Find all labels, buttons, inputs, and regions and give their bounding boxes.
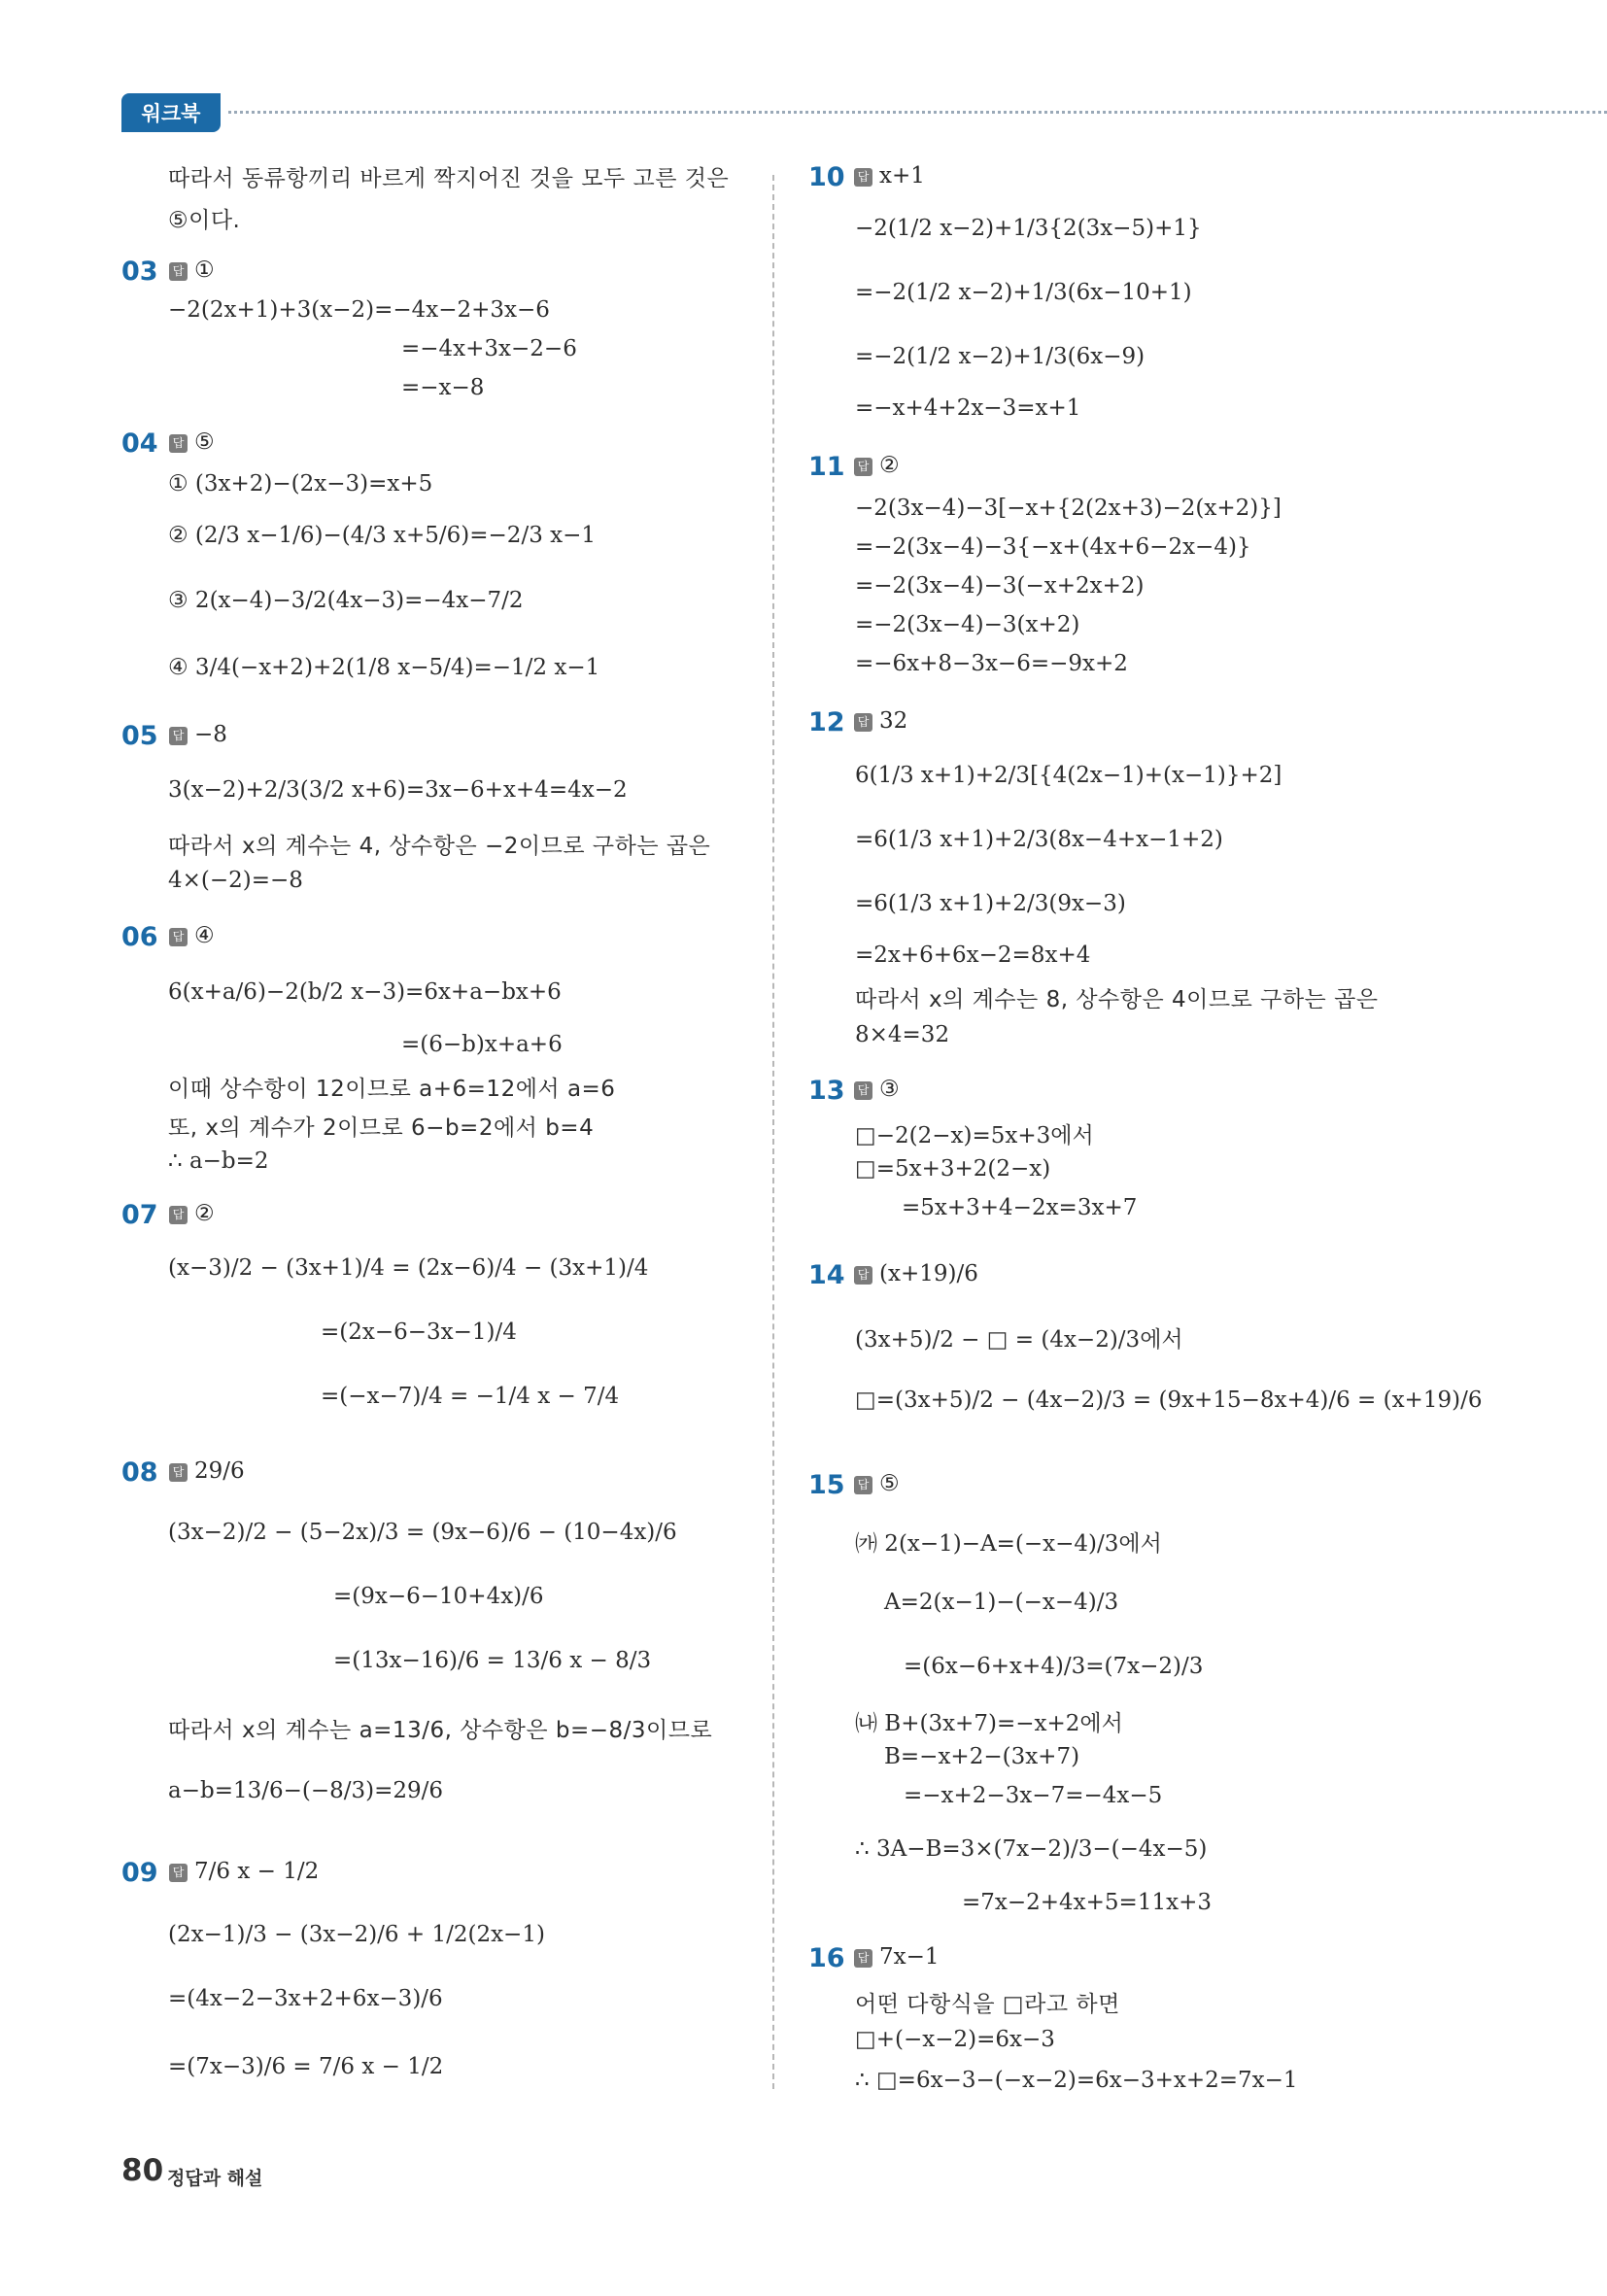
section-badge: 워크북 (121, 93, 221, 132)
solution-line: 6(x+a/6)−2(b/2 x−3)=6x+a−bx+6 (168, 979, 562, 1005)
solution-line: □=5x+3+2(2−x) (855, 1156, 1051, 1182)
problem-number: 09 (121, 1858, 158, 1888)
answer-icon: 답 (169, 928, 188, 946)
solution-line: =−x+2−3x−7=−4x−5 (904, 1783, 1163, 1808)
solution-line: ㈎ 2(x−1)−A=(−x−4)/3에서 (855, 1531, 1162, 1557)
column-divider (772, 175, 774, 2089)
page-number: 80 (121, 2153, 164, 2188)
solution-line: B=−x+2−(3x+7) (884, 1744, 1080, 1769)
solution-line: (2x−1)/3 − (3x−2)/6 + 1/2(2x−1) (168, 1922, 545, 1947)
solution-line: ∴ a−b=2 (168, 1148, 269, 1174)
problem-number: 13 (808, 1076, 845, 1106)
solution-line: 4×(−2)=−8 (168, 868, 303, 893)
solution-line: (x−3)/2 − (3x+1)/4 = (2x−6)/4 − (3x+1)/4 (168, 1255, 649, 1281)
answer-value: ⑤ (879, 1471, 900, 1496)
problem-number: 03 (121, 257, 158, 287)
answer-icon: 답 (169, 262, 188, 281)
solution-line: =−2(1/2 x−2)+1/3(6x−9) (855, 344, 1145, 369)
answer-icon: 답 (169, 434, 188, 453)
answer-value: ② (879, 453, 900, 478)
problem-number: 14 (808, 1260, 845, 1290)
answer-value: ④ (194, 923, 215, 948)
solution-line: =(13x−16)/6 = 13/6 x − 8/3 (333, 1648, 652, 1673)
solution-line: =6(1/3 x+1)+2/3(8x−4+x−1+2) (855, 827, 1223, 852)
solution-line: (3x−2)/2 − (5−2x)/3 = (9x−6)/6 − (10−4x)/6 (168, 1520, 677, 1545)
solution-line: =(−x−7)/4 = −1/4 x − 7/4 (321, 1384, 620, 1409)
intro-line: ⑤이다. (168, 208, 241, 233)
answer-value: ① (194, 257, 215, 283)
answer-value: ② (194, 1201, 215, 1226)
solution-line: A=2(x−1)−(−x−4)/3 (884, 1590, 1119, 1615)
answer-icon: 답 (854, 1949, 872, 1968)
problem-number: 05 (121, 721, 158, 751)
solution-line: 또, x의 계수가 2이므로 6−b=2에서 b=4 (168, 1115, 595, 1141)
answer-icon: 답 (854, 458, 872, 476)
solution-line: =−x+4+2x−3=x+1 (855, 395, 1081, 421)
solution-line: 따라서 x의 계수는 8, 상수항은 4이므로 구하는 곱은 (855, 987, 1379, 1012)
solution-line: 따라서 x의 계수는 a=13/6, 상수항은 b=−8/3이므로 (168, 1718, 713, 1743)
answer-icon: 답 (854, 168, 872, 187)
solution-line: 8×4=32 (855, 1022, 950, 1047)
solution-line: −2(2x+1)+3(x−2)=−4x−2+3x−6 (168, 297, 550, 323)
answer-icon: 답 (854, 713, 872, 732)
solution-line: ③ 2(x−4)−3/2(4x−3)=−4x−7/2 (168, 588, 524, 613)
problem-number: 07 (121, 1200, 158, 1230)
solution-line: ① (3x+2)−(2x−3)=x+5 (168, 471, 433, 497)
answer-icon: 답 (169, 1463, 188, 1482)
solution-line: □=(3x+5)/2 − (4x−2)/3 = (9x+15−8x+4)/6 = (x+19)/6 (855, 1388, 1483, 1413)
solution-line: ④ 3/4(−x+2)+2(1/8 x−5/4)=−1/2 x−1 (168, 655, 600, 680)
solution-line: =(6x−6+x+4)/3=(7x−2)/3 (904, 1654, 1204, 1679)
problem-number: 08 (121, 1457, 158, 1488)
solution-line: =2x+6+6x−2=8x+4 (855, 942, 1091, 968)
solution-line: =6(1/3 x+1)+2/3(9x−3) (855, 891, 1126, 916)
header-dotted-line (228, 111, 1607, 114)
answer-value: ⑤ (194, 429, 215, 455)
solution-line: =(4x−2−3x+2+6x−3)/6 (168, 1986, 443, 2011)
solution-line: =−2(3x−4)−3(x+2) (855, 612, 1080, 637)
solution-line: (3x+5)/2 − □ = (4x−2)/3에서 (855, 1327, 1183, 1353)
solution-line: =(9x−6−10+4x)/6 (333, 1584, 544, 1609)
problem-number: 15 (808, 1470, 845, 1500)
answer-value: 29/6 (194, 1458, 245, 1484)
intro-line: 따라서 동류항끼리 바르게 짝지어진 것을 모두 고른 것은 (168, 166, 730, 191)
answer-value: −8 (194, 722, 227, 747)
solution-line: =−2(3x−4)−3{−x+(4x+6−2x−4)} (855, 534, 1251, 560)
solution-line: ② (2/3 x−1/6)−(4/3 x+5/6)=−2/3 x−1 (168, 523, 597, 548)
solution-line: 따라서 x의 계수는 4, 상수항은 −2이므로 구하는 곱은 (168, 834, 711, 859)
solution-line: =5x+3+4−2x=3x+7 (902, 1195, 1138, 1220)
solution-line: =(6−b)x+a+6 (401, 1032, 563, 1057)
problem-number: 06 (121, 922, 158, 952)
solution-line: ㈏ B+(3x+7)=−x+2에서 (855, 1711, 1123, 1736)
solution-line: −2(3x−4)−3[−x+{2(2x+3)−2(x+2)}] (855, 496, 1282, 521)
solution-line: =−6x+8−3x−6=−9x+2 (855, 651, 1128, 676)
answer-value: 32 (879, 708, 908, 734)
solution-line: =−2(3x−4)−3(−x+2x+2) (855, 573, 1145, 599)
solution-line: □−2(2−x)=5x+3에서 (855, 1123, 1094, 1148)
solution-line: ∴ 3A−B=3×(7x−2)/3−(−4x−5) (855, 1836, 1208, 1862)
answer-value: 7/6 x − 1/2 (194, 1859, 320, 1884)
answer-icon: 답 (854, 1081, 872, 1100)
problem-number: 04 (121, 428, 158, 459)
answer-value: (x+19)/6 (879, 1261, 978, 1286)
answer-value: x+1 (879, 163, 925, 188)
solution-line: 이때 상수항이 12이므로 a+6=12에서 a=6 (168, 1077, 616, 1102)
solution-line: 어떤 다항식을 □라고 하면 (855, 1992, 1120, 2017)
answer-value: 7x−1 (879, 1944, 940, 1970)
footer-label: 정답과 해설 (167, 2168, 263, 2189)
answer-icon: 답 (854, 1476, 872, 1494)
answer-icon: 답 (169, 1864, 188, 1882)
problem-number: 11 (808, 452, 845, 482)
problem-number: 12 (808, 707, 845, 737)
solution-line: 3(x−2)+2/3(3/2 x+6)=3x−6+x+4=4x−2 (168, 777, 628, 803)
solution-line: =7x−2+4x+5=11x+3 (962, 1890, 1212, 1915)
solution-line: =(7x−3)/6 = 7/6 x − 1/2 (168, 2054, 444, 2079)
solution-line: 6(1/3 x+1)+2/3[{4(2x−1)+(x−1)}+2] (855, 763, 1282, 788)
answer-value: ③ (879, 1077, 900, 1102)
solution-line: =−2(1/2 x−2)+1/3(6x−10+1) (855, 280, 1192, 305)
answer-icon: 답 (169, 727, 188, 745)
solution-line: =−4x+3x−2−6 (401, 336, 577, 361)
solution-line: −2(1/2 x−2)+1/3{2(3x−5)+1} (855, 216, 1202, 241)
solution-line: □+(−x−2)=6x−3 (855, 2027, 1055, 2052)
problem-number: 16 (808, 1943, 845, 1973)
solution-line: a−b=13/6−(−8/3)=29/6 (168, 1778, 444, 1803)
answer-icon: 답 (169, 1206, 188, 1224)
solution-line: =(2x−6−3x−1)/4 (321, 1319, 517, 1345)
solution-line: ∴ □=6x−3−(−x−2)=6x−3+x+2=7x−1 (855, 2068, 1298, 2093)
solution-line: =−x−8 (401, 375, 485, 400)
header-bar (121, 93, 1607, 132)
answer-icon: 답 (854, 1266, 872, 1285)
problem-number: 10 (808, 162, 845, 192)
